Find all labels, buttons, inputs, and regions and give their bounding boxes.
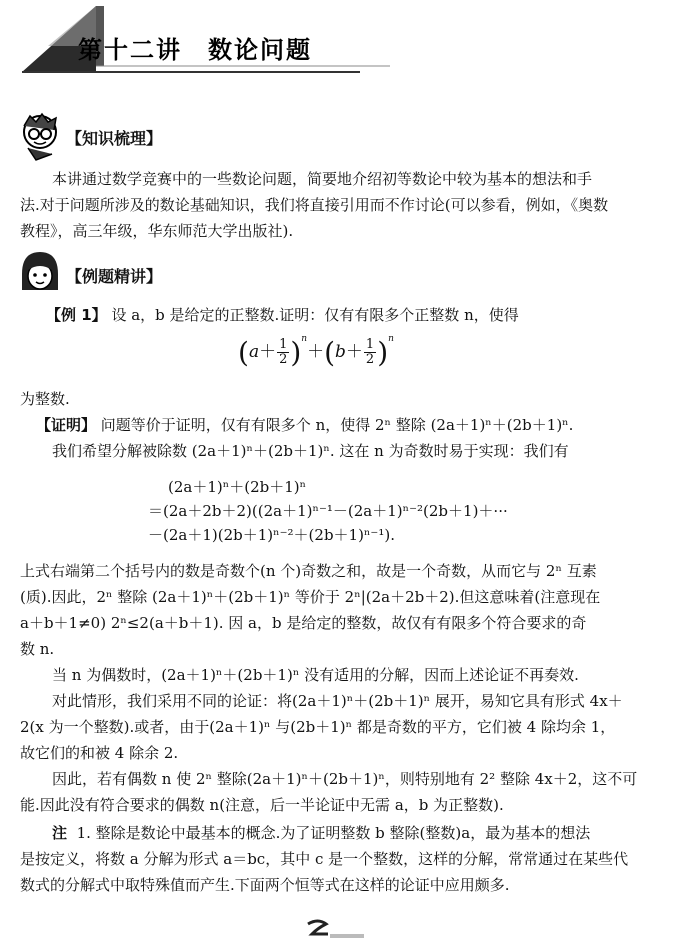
section-label: 【知识梳理】 — [66, 129, 163, 148]
note-line-3: 数式的分解式中取特殊值而产生.下面两个恒等式在这样的论证中应用颇多. — [20, 876, 510, 894]
example-tag: 【例 1】 — [46, 306, 107, 324]
proof-para-line-4: 数 n. — [20, 640, 55, 658]
example-statement — [46, 304, 519, 325]
proof-text-1: 问题等价于证明，仅有有限多个 n，使得 2ⁿ 整除 (2a＋1)ⁿ＋(2b＋1)ⁿ. — [100, 416, 574, 434]
proof-para-line-2: (质).因此，2ⁿ 整除 (2a＋1)ⁿ＋(2b＋1)ⁿ 等价于 2ⁿ|(2a＋2b＋2).但这意味着(注意现在 — [20, 588, 601, 606]
intro-line-2: 法.对于问题所涉及的数论基础知识，我们将直接引用而不作讨论(可以参看，例如，《奥数 — [20, 196, 609, 214]
intro-line-1: 本讲通过数学竞赛中的一些数论问题，简要地介绍初等数论中较为基本的想法和手 — [52, 170, 593, 188]
example-formula: (a＋ $\frac{1}{2}$ )$^n$＋(b＋ $\frac{1}{2}$ )$^n$ — [238, 334, 394, 369]
example-text: 设 a，b 是给定的正整数.证明：仅有有限多个正整数 n，使得 — [111, 306, 519, 324]
proof-para-line-1: 上式右端第二个括号内的数是奇数个(n 个)奇数之和，故是一个奇数，从而它与 2ⁿ 互素 — [20, 562, 597, 580]
conclusion-line-1: 因此，若有偶数 n 使 2ⁿ 整除(2a＋1)ⁿ＋(2b＋1)ⁿ，则特别地有 2² 整除 4x＋2，这不可 — [52, 770, 638, 788]
chapter-title: 第十二讲 数论问题 — [78, 36, 312, 64]
note-line-2: 是按定义，将数 a 分解为形式 a＝bc，其中 c 是一个整数，这样的分解，常常通过在某些代 — [20, 850, 629, 868]
knowledge-section-heading — [16, 112, 316, 166]
intro-line-3: 教程》，高三年级，华东师范大学出版社). — [20, 222, 294, 240]
conclusion-line-2: 能.因此没有符合要求的偶数 n(注意，后一半论证中无需 a，b 为正整数). — [20, 796, 504, 814]
note-line-1 — [52, 822, 590, 843]
note-tag: 注 — [52, 824, 68, 842]
equation-line-3: －(2a＋1)(2b＋1)ⁿ⁻²＋(2b＋1)ⁿ⁻¹). — [148, 526, 395, 544]
page-number-graphic — [304, 916, 374, 944]
proof-line-2: 我们希望分解被除数 (2a＋1)ⁿ＋(2b＋1)ⁿ. 这在 n 为奇数时易于实现：我们有 — [52, 442, 569, 460]
examples-section-heading — [16, 250, 316, 304]
equation-line-1: (2a＋1)ⁿ＋(2b＋1)ⁿ — [168, 478, 307, 496]
proof-line-1 — [36, 414, 573, 435]
equation-line-2: ＝(2a＋2b＋2)((2a＋1)ⁿ⁻¹－(2a＋1)ⁿ⁻²(2b＋1)＋··· — [148, 502, 508, 520]
cartoon-student-icon — [16, 250, 62, 296]
section-label: 【例题精讲】 — [66, 267, 163, 286]
cartoon-teacher-icon — [16, 112, 62, 162]
proof-tag: 【证明】 — [36, 416, 97, 434]
chapter-header — [0, 0, 676, 80]
even-arg-line-1: 对此情形，我们采用不同的论证：将(2a＋1)ⁿ＋(2b＋1)ⁿ 展开，易知它具有形式 4x＋ — [52, 692, 623, 710]
even-arg-line-2: 2(x 为一个整数).或者，由于(2a＋1)ⁿ 与(2b＋1)ⁿ 都是奇数的平方，它们被 4 除均余 1， — [20, 718, 616, 736]
note-text-1: 1. 整除是数论中最基本的概念.为了证明整数 b 整除(整数)a，最为基本的想法 — [76, 824, 591, 842]
example-tail: 为整数. — [20, 390, 70, 408]
proof-para-line-3: a＋b＋1≠0) 2ⁿ≤2(a＋b＋1). 因 a，b 是给定的整数，故仅有有限多个符合要求的奇 — [20, 614, 587, 632]
even-case-line: 当 n 为偶数时，(2a＋1)ⁿ＋(2b＋1)ⁿ 没有适用的分解，因而上述论证不再奏效. — [52, 666, 579, 684]
even-arg-line-3: 故它们的和被 4 除余 2. — [20, 744, 179, 762]
